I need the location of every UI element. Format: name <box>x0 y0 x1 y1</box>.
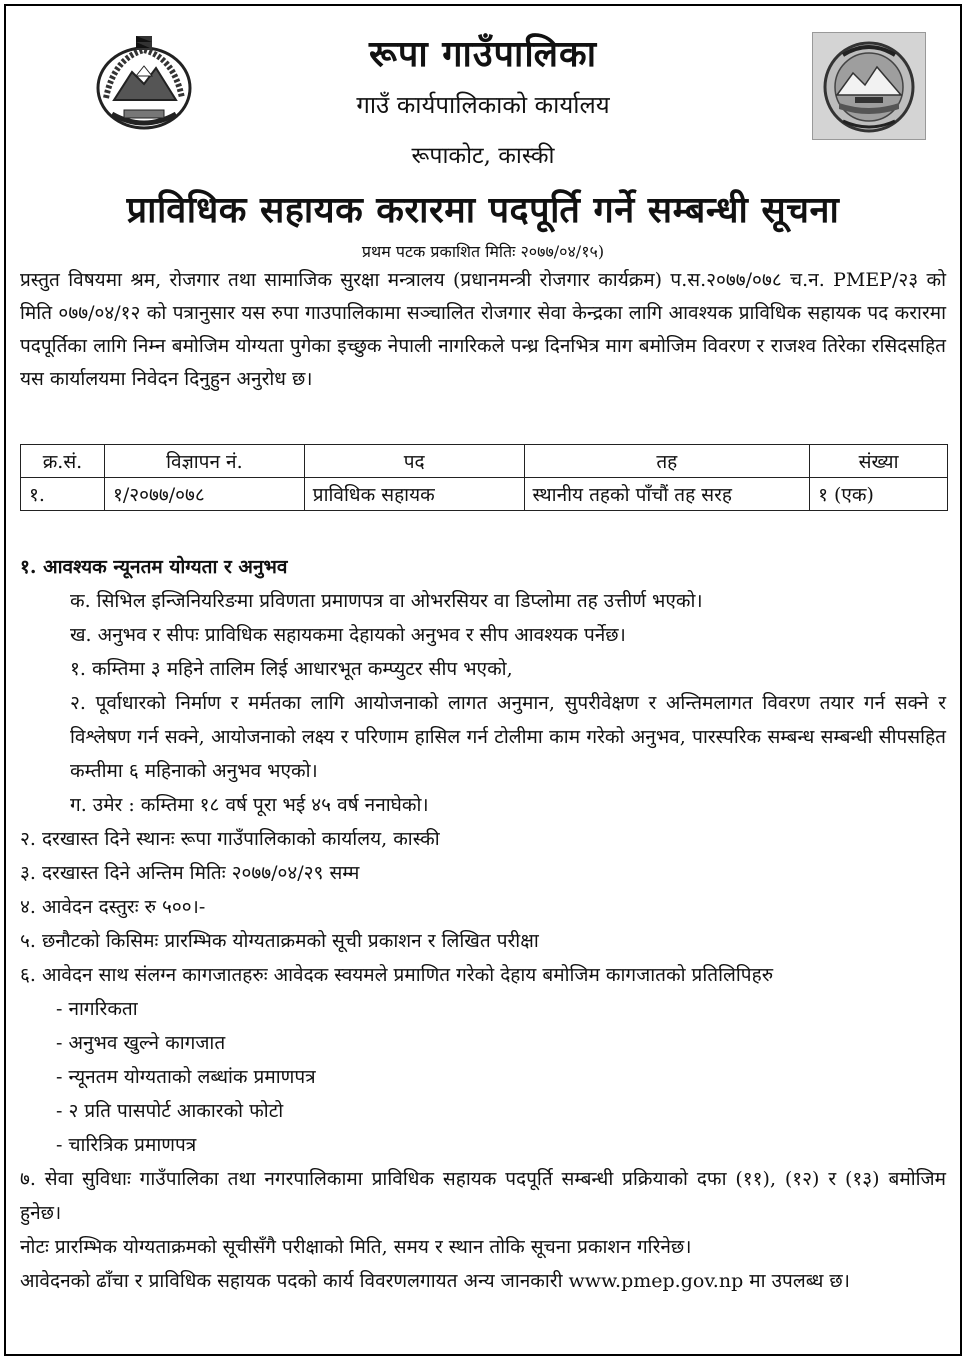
document-item: - चारित्रिक प्रमाणपत्र <box>56 1134 197 1156</box>
table-header-row <box>21 445 948 478</box>
table-header-cell: क्र.सं. <box>21 445 105 478</box>
table-cell: प्राविधिक सहायक <box>304 478 524 511</box>
document-item: - अनुभव खुल्ने कागजात <box>56 1032 226 1054</box>
list-item: १. कम्तिमा ३ महिने तालिम लिई आधारभूत कम्प्युटर सीप भएको, <box>70 658 513 680</box>
final-info-text: आवेदनको ढाँचा र प्राविधिक सहायक पदको कार्य विवरणलगायत अन्य जानकारी www.pmep.gov.np मा उपलब्ध छ। <box>20 1270 850 1292</box>
table-cell: १. <box>21 478 105 511</box>
table-cell: १/२०७७/०७८ <box>104 478 304 511</box>
list-item: ३. दरखास्त दिने अन्तिम मितिः २०७७/०४/२९ सम्म <box>20 862 360 884</box>
list-item: ६. आवेदन साथ संलग्न कागजातहरुः आवेदक स्वयमले प्रमाणित गरेको देहाय बमोजिम कागजातको प्रतिलिपिहरु <box>20 964 774 986</box>
table-header-cell: संख्या <box>810 445 948 478</box>
vacancy-table <box>20 444 948 511</box>
list-item: २. दरखास्त दिने स्थानः रूपा गाउँपालिकाको कार्यालय, कास्की <box>20 828 440 850</box>
list-item: ५. छनौटको किसिमः प्रारम्भिक योग्यताक्रमको सूची प्रकाशन र लिखित परीक्षा <box>20 930 539 952</box>
office-address: रूपाकोट, कास्की <box>411 143 555 169</box>
list-item: २. पूर्वाधारको निर्माण र मर्मतका लागि आयोजनाको लागत अनुमान, सुपरीवेक्षण र अन्तिमलागत विवरण तयार गर्न सक्ने र विश्लेषण गर्न सक्ने, आयोजनाको लक्ष्य र परिणाम हासिल गर्न टोलीमा काम गरेको अनुभव, पारस्परिक सम्बन्ध सम्बन्धी सीपसहित कम्तीमा ६ महिनाको अनुभव भएको। <box>70 692 946 782</box>
table-header-cell: तह <box>524 445 810 478</box>
note-text: नोटः प्रारम्भिक योग्यताक्रमको सूचीसँगै परीक्षाको मिति, समय र स्थान तोकि सूचना प्रकाशन गरिनेछ। <box>20 1236 692 1258</box>
notice-title: प्राविधिक सहायक करारमा पदपूर्ति गर्ने सम्बन्धी सूचना <box>126 189 840 231</box>
document-item: - २ प्रति पासपोर्ट आकारको फोटो <box>56 1100 284 1122</box>
table-header-cell: विज्ञापन नं. <box>104 445 304 478</box>
list-item: ७. सेवा सुविधाः गाउँपालिका तथा नगरपालिकामा प्राविधिक सहायक पदपूर्ति सम्बन्धी प्रक्रियाको दफा (११), (१२) र (१३) बमोजिम हुनेछ। <box>20 1168 946 1224</box>
list-item: क. सिभिल इन्जिनियरिङमा प्रविणता प्रमाणपत्र वा ओभरसियर वा डिप्लोमा तह उत्तीर्ण भएको। <box>70 590 703 612</box>
table-cell: स्थानीय तहको पाँचौं तह सरह <box>524 478 810 511</box>
document-item: - न्यूनतम योग्यताको लब्धांक प्रमाणपत्र <box>56 1066 316 1088</box>
section-heading: १. आवश्यक न्यूनतम योग्यता र अनुभव <box>20 556 288 578</box>
list-item: ग. उमेर : कम्तिमा १८ वर्ष पूरा भई ४५ वर्ष ननाघेको। <box>70 794 429 816</box>
publication-date: प्रथम पटक प्रकाशित मितिः २०७७/०४/१५) <box>361 242 605 261</box>
table-row <box>21 478 948 511</box>
office-name: गाउँ कार्यपालिकाको कार्यालय <box>356 91 610 119</box>
municipality-title: रूपा गाउँपालिका <box>368 33 598 75</box>
table-cell: १ (एक) <box>810 478 948 511</box>
intro-paragraph: प्रस्तुत विषयमा श्रम, रोजगार तथा सामाजिक सुरक्षा मन्त्रालय (प्रधानमन्त्री रोजगार कार्यक्रम) प.स.२०७७/०७८ च.न. PMEP/२३ को मिति ०७७/०४/१२ को पत्रानुसार यस रुपा गाउपालिकामा सञ्चालित रोजगार सेवा केन्द्रका लागि आवश्यक प्राविधिक सहायक पद करारमा पदपूर्तिका लागि निम्न बमोजिम योग्यता पुगेका इच्छुक नेपाली नागरिकले पन्ध्र दिनभित्र माग बमोजिम विवरण र राजश्व तिरेका रसिदसहित यस कार्यालयमा निवेदन दिनुहुन अनुरोध छ। <box>20 269 946 390</box>
requirements-section <box>20 550 946 1298</box>
table-header-cell: पद <box>304 445 524 478</box>
notice-page <box>4 4 962 1356</box>
document-item: - नागरिकता <box>56 998 138 1020</box>
list-item: ४. आवेदन दस्तुरः रु ५००।- <box>20 896 206 918</box>
list-item: ख. अनुभव र सीपः प्राविधिक सहायकमा देहायको अनुभव र सीप आवश्यक पर्नेछ। <box>70 624 626 646</box>
